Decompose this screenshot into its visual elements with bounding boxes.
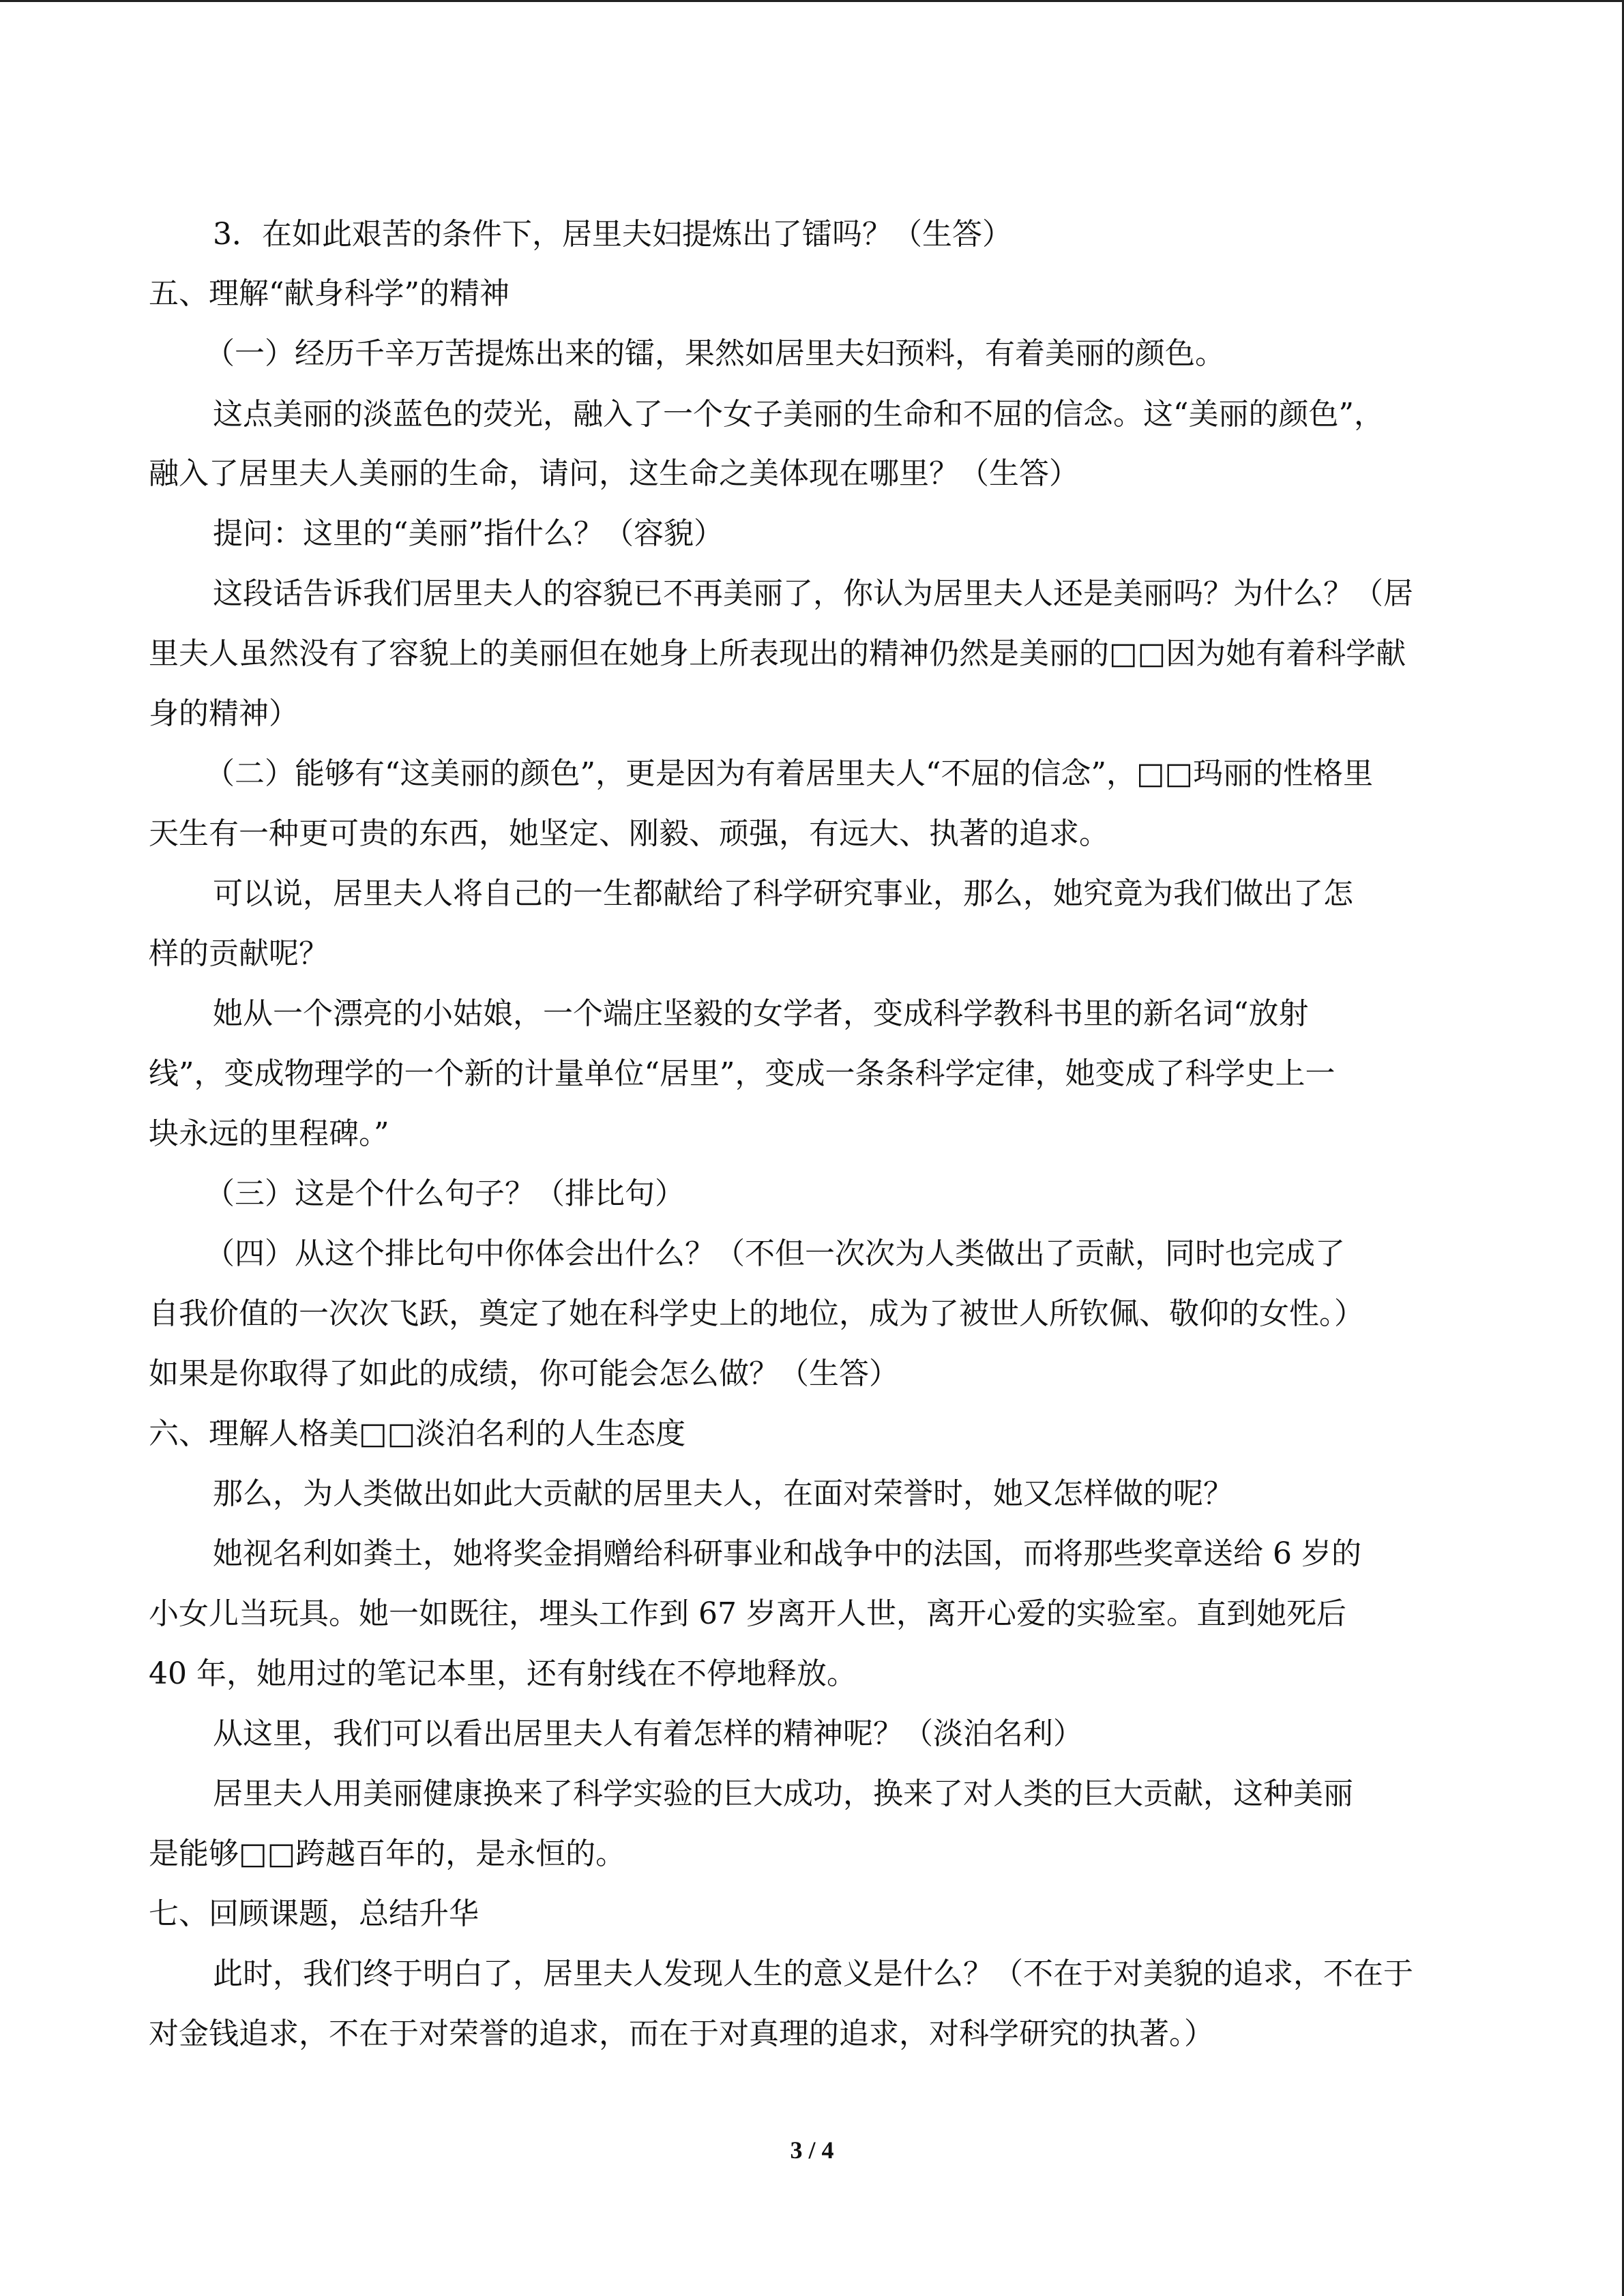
page-number: 3 / 4 [790, 2136, 834, 2164]
paragraph-line: 对金钱追求，不在于对荣誉的追求，而在于对真理的追求，对科学研究的执著。） [149, 2016, 1214, 2051]
paragraph-line: 线”，变成物理学的一个新的计量单位“居里”，变成一条条科学定律，她变成了科学史上一 [149, 1056, 1335, 1091]
paragraph-line: 天生有一种更可贵的东西，她坚定、刚毅、顽强，有远大、执著的追求。 [149, 816, 1109, 851]
paragraph-line: 此时，我们终于明白了，居里夫人发现人生的意义是什么？（不在于对美貌的追求，不在于 [213, 1956, 1413, 1991]
paragraph-part-1: （一）经历千辛万苦提炼出来的镭，果然如居里夫妇预料，有着美丽的颜色。 [205, 336, 1225, 371]
paragraph-line: 可以说，居里夫人将自己的一生都献给了科学研究事业，那么，她究竟为我们做出了怎 [213, 876, 1353, 911]
section-heading-5: 五、理解“献身科学”的精神 [149, 276, 510, 311]
paragraph-part-3: （三）这是个什么句子？（排比句） [205, 1176, 685, 1211]
paragraph-line: 小女儿当玩具。她一如既往，埋头工作到 67 岁离开人世，离开心爱的实验室。直到她死后 [149, 1596, 1346, 1631]
paragraph-part-2: （二）能够有“这美丽的颜色”，更是因为有着居里夫人“不屈的信念”，□□玛丽的性格里 [205, 756, 1374, 791]
paragraph-line: 样的贡献呢？ [149, 936, 329, 971]
paragraph-line: 从这里，我们可以看出居里夫人有着怎样的精神呢？（淡泊名利） [213, 1716, 1083, 1751]
paragraph-line: 身的精神） [149, 696, 299, 731]
page-top-border [0, 0, 1624, 2]
paragraph-line: 块永远的里程碑。” [149, 1116, 389, 1151]
paragraph-part-4: （四）从这个排比句中你体会出什么？（不但一次次为人类做出了贡献，同时也完成了 [205, 1236, 1345, 1271]
paragraph-line: 是能够□□跨越百年的，是永恒的。 [149, 1836, 626, 1871]
paragraph-line: 里夫人虽然没有了容貌上的美丽但在她身上所表现出的精神仍然是美丽的□□因为她有着科学献 [149, 636, 1406, 671]
paragraph-line: 她视名利如粪土，她将奖金捐赠给科研事业和战争中的法国，而将那些奖章送给 6 岁的 [213, 1536, 1361, 1571]
paragraph-question-3: 3．在如此艰苦的条件下，居里夫妇提炼出了镭吗？（生答） [213, 217, 1012, 252]
paragraph-line: 这段话告诉我们居里夫人的容貌已不再美丽了，你认为居里夫人还是美丽吗？为什么？（居 [213, 576, 1413, 611]
section-heading-7: 七、回顾课题，总结升华 [149, 1896, 479, 1931]
paragraph-line: 如果是你取得了如此的成绩，你可能会怎么做？（生答） [149, 1356, 899, 1391]
paragraph-line: 40 年，她用过的笔记本里，还有射线在不停地释放。 [149, 1656, 857, 1691]
section-heading-6: 六、理解人格美□□淡泊名利的人生态度 [149, 1416, 686, 1451]
paragraph-line: 居里夫人用美丽健康换来了科学实验的巨大成功，换来了对人类的巨大贡献，这种美丽 [213, 1776, 1353, 1811]
paragraph-line: 她从一个漂亮的小姑娘，一个端庄坚毅的女学者，变成科学教科书里的新名词“放射 [213, 996, 1309, 1031]
paragraph-question: 提问：这里的“美丽”指什么？（容貌） [213, 516, 724, 551]
paragraph-line: 融入了居里夫人美丽的生命，请问，这生命之美体现在哪里？（生答） [149, 456, 1079, 491]
paragraph-line: 这点美丽的淡蓝色的荧光，融入了一个女子美丽的生命和不屈的信念。这“美丽的颜色”， [213, 397, 1384, 432]
paragraph-line: 自我价值的一次次飞跃，奠定了她在科学史上的地位，成为了被世人所钦佩、敬仰的女性。） [149, 1296, 1364, 1331]
paragraph-line: 那么，为人类做出如此大贡献的居里夫人，在面对荣誉时，她又怎样做的呢？ [213, 1476, 1233, 1511]
